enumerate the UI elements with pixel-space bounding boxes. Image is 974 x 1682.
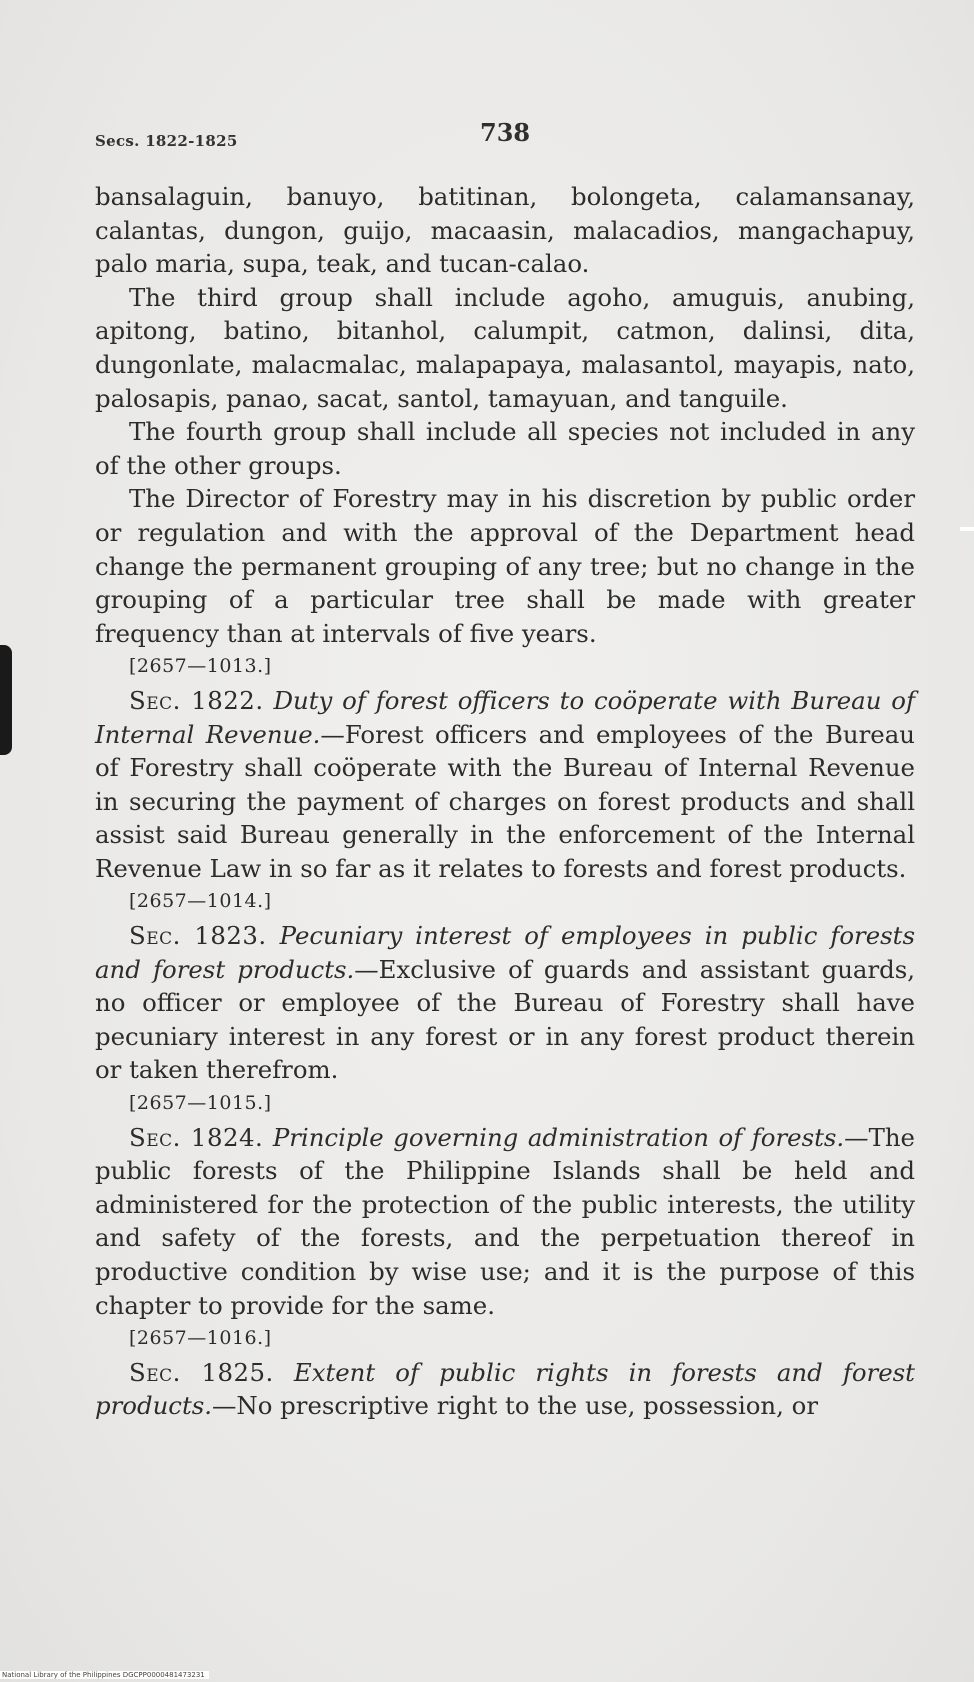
section-title: Principle governing administration of forests. [272, 1122, 845, 1152]
section-1824 [95, 1121, 915, 1323]
section-title: Duty of forest officers to coöperate with Bureau of Internal Revenue. [95, 685, 915, 749]
section-range-heading: Secs. 1822-1825 [95, 132, 238, 150]
section-body: —The public forests of the Philippine Islands shall be held and administered for the protection of the public interests, the utility and safety of the forests, and the perpetuation thereof in productive condition by wise use; and it is the purpose of this chapter to provide for the same. [95, 1122, 915, 1320]
section-number: Sec. 1825. [129, 1357, 274, 1387]
page-body [95, 180, 915, 1423]
citation-1823: [2657—1014.] [129, 890, 272, 913]
section-number: Sec. 1822. [129, 685, 264, 715]
section-body: —No prescriptive right to the use, possession, or [212, 1391, 818, 1421]
citation-1824: [2657—1015.] [129, 1092, 272, 1115]
section-1823 [95, 919, 915, 1087]
page-number: 738 [480, 118, 531, 147]
paragraph-fourth-group: The fourth group shall include all species not included in any of the other groups. [95, 417, 915, 480]
paragraph-third-group: The third group shall include agoho, amuguis, anubing, apitong, batino, bitanhol, calumpit, catmon, dalinsi, dita, dungonlate, malacmalac, malapapaya, malasantol, mayapis, nato, palosapis, panao, sacat, santol, tamayuan, and tanguile. [95, 282, 915, 413]
section-1822 [95, 684, 915, 886]
section-number: Sec. 1824. [129, 1122, 264, 1152]
page-header [95, 118, 895, 158]
section-body: —Exclusive of guards and assistant guards, no officer or employee of the Bureau of Forestry shall have pecuniary interest in any forest or in any forest product therein or taken therefrom. [95, 954, 915, 1085]
section-1825 [95, 1356, 915, 1423]
section-number: Sec. 1823. [129, 921, 267, 951]
section-body: —Forest officers and employees of the Bureau of Forestry shall coöperate with the Bureau of Internal Revenue in securing the payment of charges on forest products and shall assist said Bureau generally in the enforcement of the Internal Revenue Law in so far as it relates to forests and forest products. [95, 719, 915, 883]
scan-edge-mark [960, 527, 974, 531]
binding-edge-shadow [0, 645, 12, 755]
section-title: Pecuniary interest of employees in public forests and forest products. [95, 921, 915, 984]
section-title: Extent of public rights in forests and forest products. [95, 1357, 915, 1421]
archive-identifier: National Library of the Philippines DGCPP0000481473231 [0, 1671, 209, 1679]
paragraph-continued-list: bansalaguin, banuyo, batitinan, bolongeta, calamansanay, calantas, dungon, guijo, macaasin, malacadios, mangachapuy, palo maria, supa, teak, and tucan-calao. [95, 182, 915, 279]
paragraph-director-discretion: The Director of Forestry may in his discretion by public order or regulation and with the approval of the Department head change the permanent grouping of any tree; but no change in the grouping of a particular tree shall be made with greater frequency than at intervals of five years. [95, 484, 915, 648]
citation-1825: [2657—1016.] [129, 1327, 272, 1350]
citation-1822: [2657—1013.] [129, 655, 272, 678]
